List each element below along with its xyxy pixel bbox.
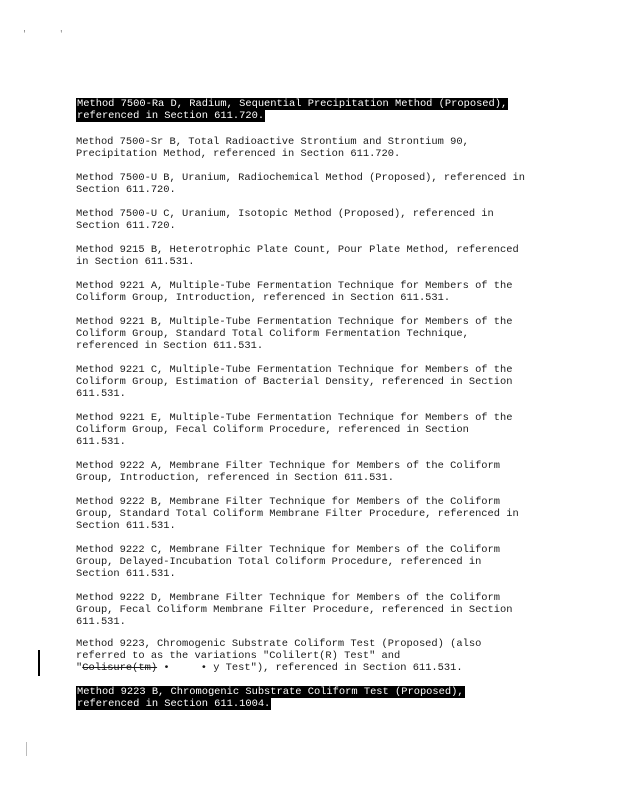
entry-line: Section 611.531.: [76, 568, 176, 580]
entry-line: referred to as the variations "Colilert(R) Test" and: [76, 650, 401, 662]
entry-line: Section 611.531.: [76, 520, 176, 532]
entry-line: Group, Introduction, referenced in Section 611.531.: [76, 472, 395, 484]
entry-line: Method 9223, Chromogenic Substrate Coliform Test (Proposed) (also: [76, 638, 482, 650]
entry-line: Method 9222 D, Membrane Filter Technique for Members of the Coliform: [76, 592, 501, 604]
method-entry: [76, 172, 525, 196]
entry-line: Coliform Group, Standard Total Coliform Fermentation Technique,: [76, 328, 469, 340]
entry-line-with-deletion: "Colisure(tm) • • y Test"), referenced in Section 611.531.: [76, 662, 463, 674]
entry-line: Method 9222 B, Membrane Filter Technique for Members of the Coliform: [76, 496, 501, 508]
entry-line: Method 7500-Ra D, Radium, Sequential Precipitation Method (Proposed),: [77, 98, 508, 110]
method-entry: [76, 280, 512, 304]
entry-line: Group, Standard Total Coliform Membrane Filter Procedure, referenced in: [76, 508, 519, 520]
entry-line: 611.531.: [76, 616, 126, 628]
highlighted-method-entry: [76, 98, 508, 122]
entry-line: referenced in Section 611.720.: [77, 110, 265, 122]
entry-line: Method 7500-Sr B, Total Radioactive Strontium and Strontium 90,: [76, 136, 469, 148]
method-entry: [76, 364, 512, 400]
entry-line: referenced in Section 611.531.: [76, 340, 264, 352]
entry-line: Method 9215 B, Heterotrophic Plate Count, Pour Plate Method, referenced: [76, 244, 519, 256]
method-entry: [76, 638, 481, 674]
method-entry: [76, 412, 512, 448]
entry-line: referenced in Section 611.1004.: [77, 698, 271, 710]
entry-line: Method 9221 C, Multiple-Tube Fermentation Technique for Members of the: [76, 364, 513, 376]
revision-change-bar: [38, 650, 40, 676]
entry-line: Coliform Group, Estimation of Bacterial Density, referenced in Section: [76, 376, 513, 388]
method-entry: [76, 592, 512, 628]
entry-line: Method 7500-U B, Uranium, Radiochemical Method (Proposed), referenced in: [76, 172, 525, 184]
highlighted-method-entry: [76, 686, 465, 710]
scan-specks: ' ': [22, 30, 64, 39]
entry-line: Coliform Group, Introduction, referenced in Section 611.531.: [76, 292, 451, 304]
method-entry: [76, 244, 519, 268]
entry-line: Method 9221 B, Multiple-Tube Fermentation Technique for Members of the: [76, 316, 513, 328]
entry-line: Method 7500-U C, Uranium, Isotopic Method (Proposed), referenced in: [76, 208, 494, 220]
entry-line: Method 9221 A, Multiple-Tube Fermentation Technique for Members of the: [76, 280, 513, 292]
entry-line: 611.531.: [76, 388, 126, 400]
entry-line: Section 611.720.: [76, 220, 176, 232]
struck-text: Colisure(tm): [82, 662, 158, 674]
entry-line: Group, Fecal Coliform Membrane Filter Procedure, referenced in Section: [76, 604, 513, 616]
entry-line: Method 9222 C, Membrane Filter Technique for Members of the Coliform: [76, 544, 501, 556]
entry-line: in Section 611.531.: [76, 256, 195, 268]
entry-line: Section 611.720.: [76, 184, 176, 196]
entry-line: 611.531.: [76, 436, 126, 448]
method-entry: [76, 544, 500, 580]
entry-line: Method 9223 B, Chromogenic Substrate Coliform Test (Proposed),: [77, 686, 464, 698]
entry-line: Method 9221 E, Multiple-Tube Fermentation Technique for Members of the: [76, 412, 513, 424]
method-entry: [76, 208, 494, 232]
method-entry: [76, 460, 500, 484]
entry-line: Method 9222 A, Membrane Filter Technique for Members of the Coliform: [76, 460, 501, 472]
method-entry: [76, 496, 519, 532]
entry-line: Precipitation Method, referenced in Section 611.720.: [76, 148, 401, 160]
method-entry: [76, 316, 512, 352]
entry-line: Group, Delayed-Incubation Total Coliform Procedure, referenced in: [76, 556, 482, 568]
method-entry: [76, 136, 469, 160]
entry-line: Coliform Group, Fecal Coliform Procedure, referenced in Section: [76, 424, 469, 436]
margin-mark: [26, 742, 27, 756]
